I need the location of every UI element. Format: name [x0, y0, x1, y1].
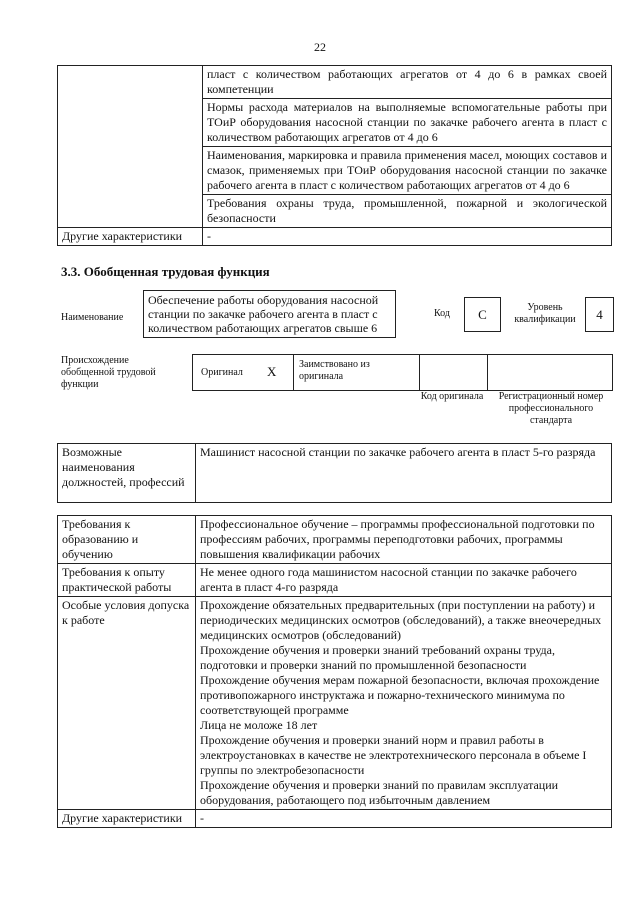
table-row	[58, 516, 612, 564]
reg-number-caption: Регистрационный номер профессионального стандарта	[498, 391, 604, 426]
table-cell-right	[196, 564, 612, 597]
requirement-text: Лица не моложе 18 лет	[200, 718, 318, 732]
table-row	[58, 597, 612, 810]
requirement-text: Прохождение обучения и проверки знаний норм и правил работы в электроустановках в качестве не электротехнического персонала в объеме I группы по электробезопасности	[200, 733, 587, 777]
code-original-caption: Код оригинала	[420, 391, 484, 402]
table-cell-left: Особые условия допуска к работе	[58, 597, 196, 810]
table-cell-right: -	[203, 228, 612, 246]
table-cell-right	[196, 597, 612, 810]
page-number: 22	[314, 40, 326, 54]
original-label: Оригинал	[201, 367, 243, 378]
origin-box	[192, 354, 613, 391]
requirement-text: Прохождение обучения и проверки знаний требований охраны труда, подготовки и проверки знаний по промышленной безопасности	[200, 643, 555, 672]
original-mark: X	[267, 364, 277, 379]
section-title: 3.3. Обобщенная трудовая функция	[61, 264, 270, 279]
table-row	[58, 810, 612, 828]
requirement-text: Не менее одного года машинистом насосной станции по закачке рабочего агента в пласт 4-го разряда	[200, 565, 577, 594]
requirement-text: Прохождение обучения мерам пожарной безопасности, включая прохождение противопожарного инструктажа и пожарно-технического минимума по соответствующей программе	[200, 673, 600, 717]
table-row	[58, 444, 612, 503]
origin-label: Происхождение обобщенной трудовой функции	[61, 355, 156, 390]
requirement-text: Прохождение обучения и проверки знаний по правилам эксплуатации оборудования, работающего под избыточным давлением	[200, 778, 559, 807]
cell-divider	[487, 354, 488, 391]
table-cell-left: Другие характеристики	[58, 228, 203, 246]
requirements-table	[57, 515, 612, 828]
level-label: Уровень квалификации	[514, 302, 576, 325]
table-cell-right: Требования охраны труда, промышленной, пожарной и экологической безопасности	[203, 195, 612, 228]
table-cell-left: Требования к опыту практической работы	[58, 564, 196, 597]
table-cell-left: Другие характеристики	[58, 810, 196, 828]
job-titles-table	[57, 443, 612, 503]
requirement-text: -	[200, 811, 204, 825]
table-cell-right	[196, 810, 612, 828]
table-cell-right: Машинист насосной станции по закачке рабочего агента в пласт 5-го разряда	[196, 444, 612, 503]
requirement-text: Профессиональное обучение – программы профессиональной подготовки по профессиям рабочих, программы переподготовки рабочих, программы повышения квалификации рабочих	[200, 517, 595, 561]
cell-divider	[293, 354, 294, 391]
code-label: Код	[434, 308, 450, 319]
function-name-box: Обеспечение работы оборудования насосной станции по закачке рабочего агента в пласт с количеством работающих агрегатов свыше 6	[143, 290, 396, 338]
name-label: Наименование	[61, 312, 124, 323]
borrowed-label: Заимствовано из оригинала	[299, 359, 370, 382]
table-row	[58, 228, 612, 246]
code-value-box: C	[464, 297, 501, 332]
level-value-box: 4	[585, 297, 614, 332]
table-row	[58, 66, 612, 99]
table-cell-right: Наименования, маркировка и правила применения масел, моющих составов и смазок, применяемых при ТОиР оборудования насосной станции по закачке рабочего агента в пласт с количеством работающих агрегатов от 4 до 6	[203, 147, 612, 195]
table-cell-left	[58, 66, 203, 228]
table-cell-left: Возможные наименования должностей, профессий	[58, 444, 196, 503]
table-cell-left: Требования к образованию и обучению	[58, 516, 196, 564]
table-cell-right	[196, 516, 612, 564]
knowledge-table	[57, 65, 612, 246]
cell-divider	[419, 354, 420, 391]
table-row	[58, 564, 612, 597]
requirement-text: Прохождение обязательных предварительных (при поступлении на работу) и периодических медицинских осмотров (обследований), а также внеочередных медицинских осмотров (обследований)	[200, 598, 602, 642]
table-cell-right: пласт с количеством работающих агрегатов от 4 до 6 в рамках своей компетенции	[203, 66, 612, 99]
table-cell-right: Нормы расхода материалов на выполняемые вспомогательные работы при ТОиР оборудования насосной станции по закачке рабочего агента в пласт с количеством работающих агрегатов от 4 до 6	[203, 99, 612, 147]
